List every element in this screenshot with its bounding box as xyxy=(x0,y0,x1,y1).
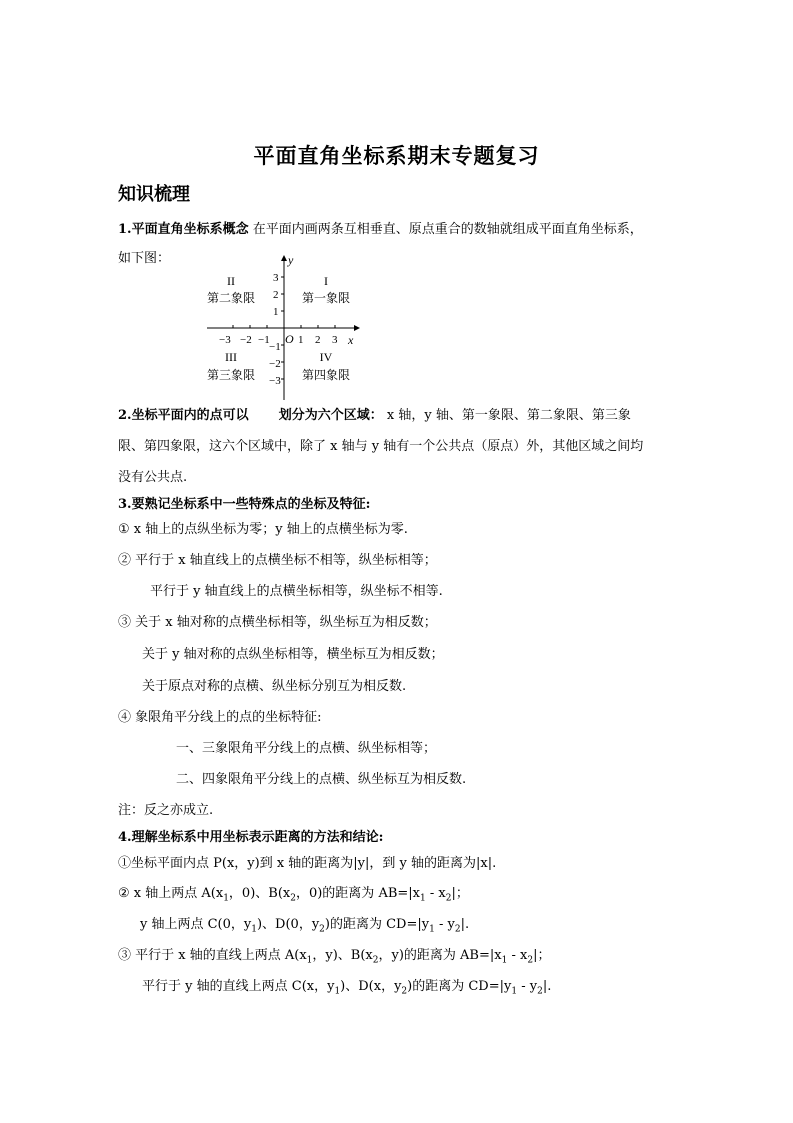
p2-label-b: 划分为六个区域： xyxy=(278,408,383,423)
p4-text: ③ 平行于 x 轴的直线上两点 A(x xyxy=(118,948,307,963)
p4-text: 平行于 y 轴的直线上两点 C(x，y xyxy=(142,979,335,994)
p3-item: 关于原点对称的点横、纵坐标分别互为相反数. xyxy=(142,679,407,694)
paragraph-2 xyxy=(118,406,631,426)
p4-text: - x xyxy=(507,948,528,963)
paragraph-1 xyxy=(118,220,643,240)
p4-text: - y xyxy=(434,917,455,932)
x-tick-label: 3 xyxy=(332,334,338,346)
p4-text: ，y)的距离为 AB=|x xyxy=(378,948,502,963)
p4-text: - x xyxy=(425,886,446,901)
p4-text: ，0)的距离为 AB=|x xyxy=(295,886,420,901)
section-heading: 知识梳理 xyxy=(118,184,190,205)
p2-text: x 轴，y 轴、第一象限、第二象限、第三象 xyxy=(386,408,631,423)
p4-text: y 轴上两点 C(0，y xyxy=(140,917,252,932)
quadrant-3-numeral: III xyxy=(225,350,237,364)
p4-text: |； xyxy=(533,948,551,963)
p4-sub: 2 xyxy=(527,955,534,966)
p1-label: 1.平面直角坐标系概念 xyxy=(118,222,249,237)
p4-sub: 1 xyxy=(501,955,508,966)
x-tick-label: 2 xyxy=(315,334,321,346)
p4-sub: 1 xyxy=(334,986,341,997)
x-axis-label: x xyxy=(348,333,354,347)
p4-line-1: ①坐标平面内点 P(x，y)到 x 轴的距离为|y|，到 y 轴的距离为|x|. xyxy=(118,856,497,871)
p4-sub: 1 xyxy=(429,924,435,935)
p4-text: ，0)、B(x xyxy=(228,886,291,901)
p3-item: 平行于 y 轴直线上的点横坐标相等，纵坐标不相等. xyxy=(150,584,443,599)
p4-line-5 xyxy=(142,977,551,1002)
p4-sub: 2 xyxy=(290,893,296,904)
p3-item: ① x 轴上的点纵坐标为零；y 轴上的点横坐标为零. xyxy=(118,522,408,537)
p4-label: 4.理解坐标系中用坐标表示距离的方法和结论: xyxy=(118,830,384,845)
x-tick-label: −2 xyxy=(240,334,252,346)
quadrant-1-name: 第一象限 xyxy=(301,291,351,305)
y-tick-label: −1 xyxy=(269,341,281,353)
p4-text: - y xyxy=(517,979,538,994)
p1-text: 在平面内画两条互相垂直、原点重合的数轴就组成平面直角坐标系， xyxy=(252,222,643,237)
p2-label-a: 2.坐标平面内的点可以 xyxy=(118,408,249,423)
y-tick-label: 1 xyxy=(273,306,279,318)
p4-sub: 1 xyxy=(306,955,313,966)
p4-text: |. xyxy=(542,979,552,994)
p4-sub: 1 xyxy=(223,893,229,904)
x-tick-label: 1 xyxy=(298,334,304,346)
y-tick-label: −2 xyxy=(269,358,281,370)
quadrant-3-name: 第三象限 xyxy=(206,368,256,382)
y-tick-label: 2 xyxy=(273,289,279,301)
x-tick-label: −3 xyxy=(219,334,231,346)
x-tick-label: −1 xyxy=(258,334,270,346)
p3-item: 关于 y 轴对称的点纵坐标相等，横坐标互为相反数； xyxy=(142,647,444,662)
p4-sub: 2 xyxy=(319,924,325,935)
quadrant-2-numeral: II xyxy=(227,274,235,288)
p4-sub: 1 xyxy=(420,893,426,904)
p3-item: ② 平行于 x 轴直线上的点横坐标不相等，纵坐标相等； xyxy=(118,553,437,568)
page-title: 平面直角坐标系期末专题复习 xyxy=(253,143,540,168)
p4-text: ② x 轴上两点 A(x xyxy=(118,886,224,901)
p4-line-4 xyxy=(118,946,550,971)
p2-text-3: 没有公共点. xyxy=(118,470,188,485)
p2-text-2: 限、第四象限，这六个区域中，除了 x 轴与 y 轴有一个公共点（原点）外，其他区域之间均 xyxy=(118,439,644,454)
p4-sub: 2 xyxy=(372,955,379,966)
p3-item: 二、四象限角平分线上的点横、纵坐标互为相反数. xyxy=(176,772,467,787)
quadrant-4-numeral: IV xyxy=(319,350,333,364)
coordinate-plane-figure xyxy=(195,252,370,402)
p4-sub: 1 xyxy=(511,986,518,997)
p4-text: |. xyxy=(460,917,470,932)
p4-text: |； xyxy=(451,886,469,901)
p4-sub: 2 xyxy=(401,986,408,997)
p3-note: 注：反之亦成立. xyxy=(118,803,214,818)
p4-text: )的距离为 CD=|y xyxy=(324,917,430,932)
quadrant-1-numeral: I xyxy=(324,274,328,288)
p3-item: ④ 象限角平分线上的点的坐标特征: xyxy=(118,710,322,725)
p4-text: )、D(0，y xyxy=(256,917,320,932)
y-tick-label: −3 xyxy=(269,375,281,387)
quadrant-4-name: 第四象限 xyxy=(301,368,351,382)
p1-text-2: 如下图： xyxy=(118,251,171,266)
p4-sub: 2 xyxy=(537,986,543,997)
origin-label: O xyxy=(285,332,294,346)
p3-item: ③ 关于 x 轴对称的点横坐标相等，纵坐标互为相反数； xyxy=(118,615,437,630)
p4-sub: 1 xyxy=(251,924,257,935)
quadrant-2-name: 第二象限 xyxy=(206,291,256,305)
p4-text: )的距离为 CD=|y xyxy=(407,979,512,994)
p4-line-3 xyxy=(140,915,469,940)
p3-item: 一、三象限角平分线上的点横、纵坐标相等； xyxy=(176,741,437,756)
y-tick-label: 3 xyxy=(273,272,279,284)
p4-text: )、D(x，y xyxy=(340,979,402,994)
y-axis-label: y xyxy=(288,253,294,267)
p4-text: ，y)、B(x xyxy=(312,948,373,963)
p4-sub: 2 xyxy=(445,893,452,904)
p3-label: 3.要熟记坐标系中一些特殊点的坐标及特征: xyxy=(118,497,371,512)
p4-line-2 xyxy=(118,884,469,909)
p4-sub: 2 xyxy=(454,924,461,935)
